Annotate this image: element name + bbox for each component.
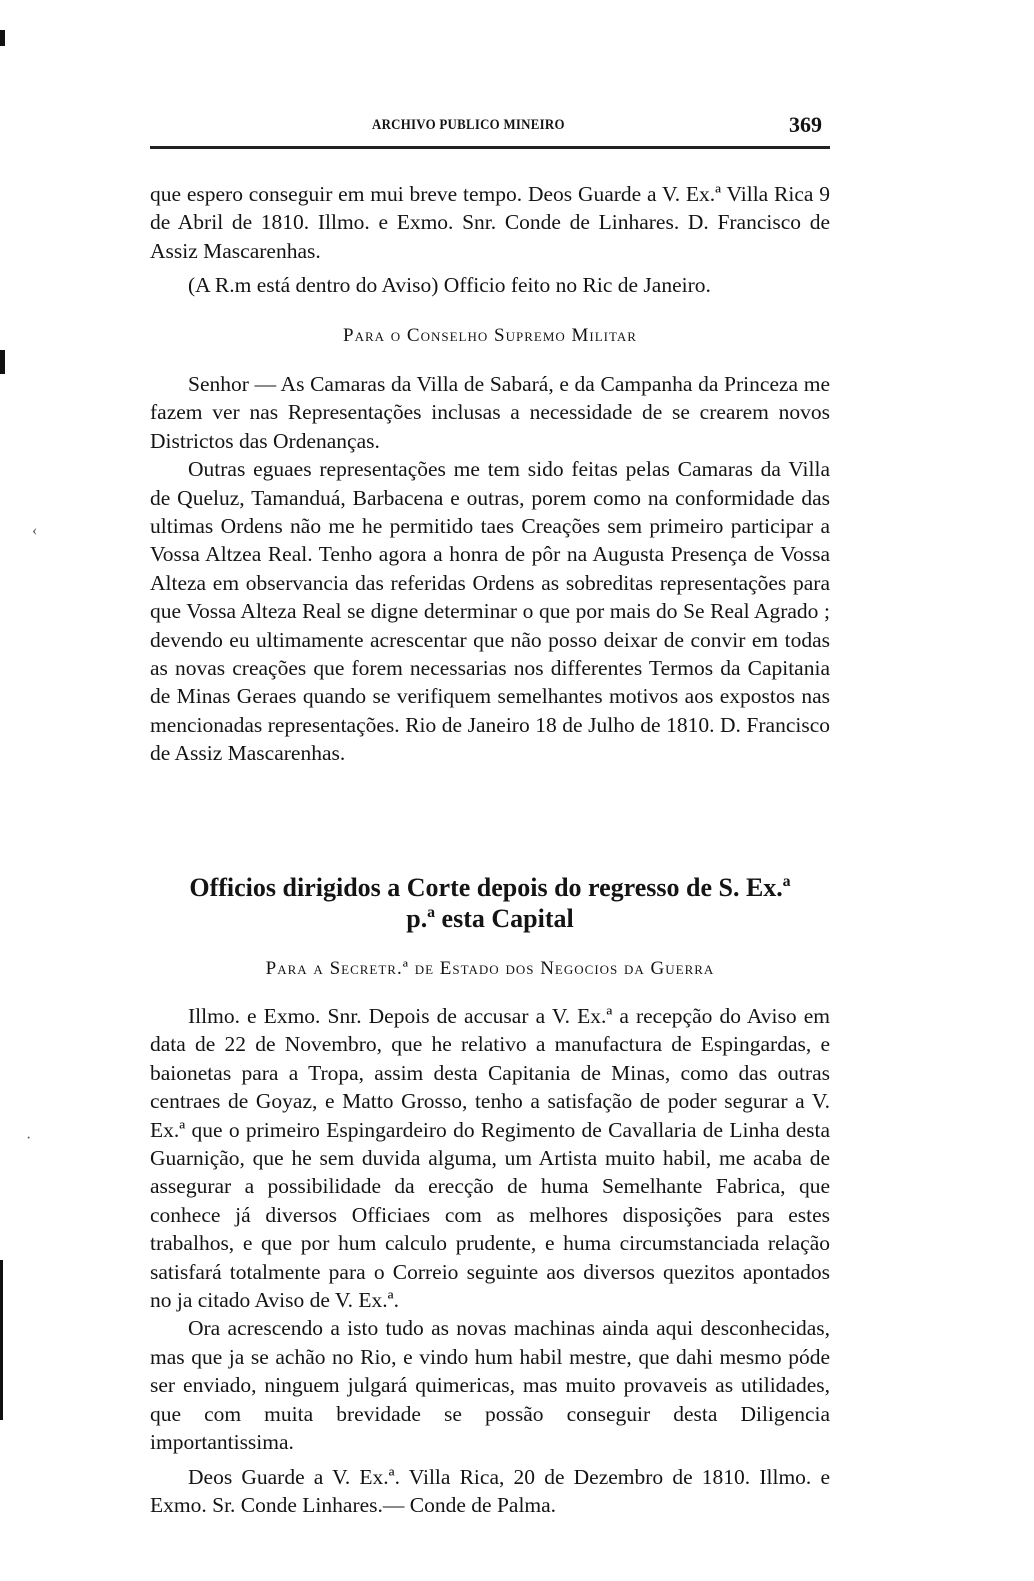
section-title-line: p.ª esta Capital bbox=[406, 904, 574, 933]
margin-mark: ‹ bbox=[32, 522, 38, 539]
scan-edge-mark bbox=[0, 30, 5, 46]
letter-closing-block bbox=[150, 180, 830, 300]
paragraph: Ora acrescendo a isto tudo as novas machinas ainda aqui desconhecidas, mas que ja se achão no Rio, e vindo hum habil mestre, que dahi mesmo póde ser enviado, ninguem julgará quimericas, mas muito provaveis as utilidades, que com muita brevidade se possão conseguir desta Diligencia importantissima. bbox=[150, 1316, 830, 1455]
scan-edge-mark bbox=[0, 1260, 3, 1420]
paragraph: que espero conseguir em mui breve tempo. Deos Guarde a V. Ex.ª Villa Rica 9 de Abril de 1810. Illmo. e Exmo. Snr. Conde de Linhares. D. Francisco de Assiz Mascarenhas. bbox=[150, 182, 830, 263]
paragraph: Deos Guarde a V. Ex.ª. Villa Rica, 20 de Dezembro de 1810. Illmo. e Exmo. Sr. Conde Linhares.— Conde de Palma. bbox=[150, 1464, 830, 1517]
archive-note: (A R.m está dentro do Aviso) Officio feito no Ric de Janeiro. bbox=[188, 273, 711, 298]
section-title-line: Officios dirigidos a Corte depois do regresso de S. Ex.ª bbox=[189, 873, 791, 902]
letter-heading: Para o Conselho Supremo Militar bbox=[343, 325, 637, 346]
paragraph: Senhor — As Camaras da Villa de Sabará, e da Campanha da Princeza me fazem ver nas Representações inclusas a necessidade de se crearem novos Districtos das Ordenanças. bbox=[150, 372, 830, 453]
section-title bbox=[150, 872, 830, 934]
page-number: 369 bbox=[789, 112, 822, 137]
margin-mark: · bbox=[26, 1130, 32, 1147]
letter-body bbox=[150, 1002, 830, 1519]
header-rule bbox=[150, 146, 830, 149]
running-title: ARCHIVO PUBLICO MINEIRO bbox=[372, 117, 565, 133]
page-header bbox=[150, 112, 830, 146]
letter-body bbox=[150, 370, 830, 768]
paragraph: Outras eguaes representações me tem sido feitas pelas Camaras da Villa de Queluz, Tamanduá, Barbacena e outras, porem como na conformidade das ultimas Ordens não me he permitido taes Creações sem primeiro participar a Vossa Altzea Real. Tenho agora a honra de pôr na Augusta Presença de Vossa Alteza em observancia das referidas Ordens as sobreditas representações para que Vossa Alteza Real se digne determinar o que por mais do Se Real Agrado ; devendo eu ultimamente acrescentar que não posso deixar de convir em todas as novas creações que forem necessarias nos differentes Termos da Capitania de Minas Geraes quando se verifiquem semelhantes motivos aos expostos nas mencionadas representações. Rio de Janeiro 18 de Julho de 1810. D. Francisco de Assiz Mascarenhas. bbox=[150, 457, 830, 766]
letter-heading: Para a Secretr.ª de Estado dos Negocios da Guerra bbox=[265, 958, 715, 979]
scan-edge-mark bbox=[0, 350, 5, 374]
paragraph: Illmo. e Exmo. Snr. Depois de accusar a V. Ex.ª a recepção do Aviso em data de 22 de Novembro, que he relativo a manufactura de Espingardas, e baionetas para a Tropa, assim desta Capitania de Minas, como das outras centraes de Goyaz, e Matto Grosso, tenho a satisfação de poder segurar a V. Ex.ª que o primeiro Espingardeiro do Regimento de Cavallaria de Linha desta Guarnição, que he sem duvida alguma, um Artista muito habil, me acaba de assegurar a possibilidade da erecção de huma Semelhante Fabrica, que conhece já diversos Officiaes com as melhores disposições para estes trabalhos, e que por hum calculo prudente, e huma circumstanciada relação satisfará totalmente para o Correio seguinte aos diversos quezitos apontados no ja citado Aviso de V. Ex.ª. bbox=[150, 1004, 830, 1313]
